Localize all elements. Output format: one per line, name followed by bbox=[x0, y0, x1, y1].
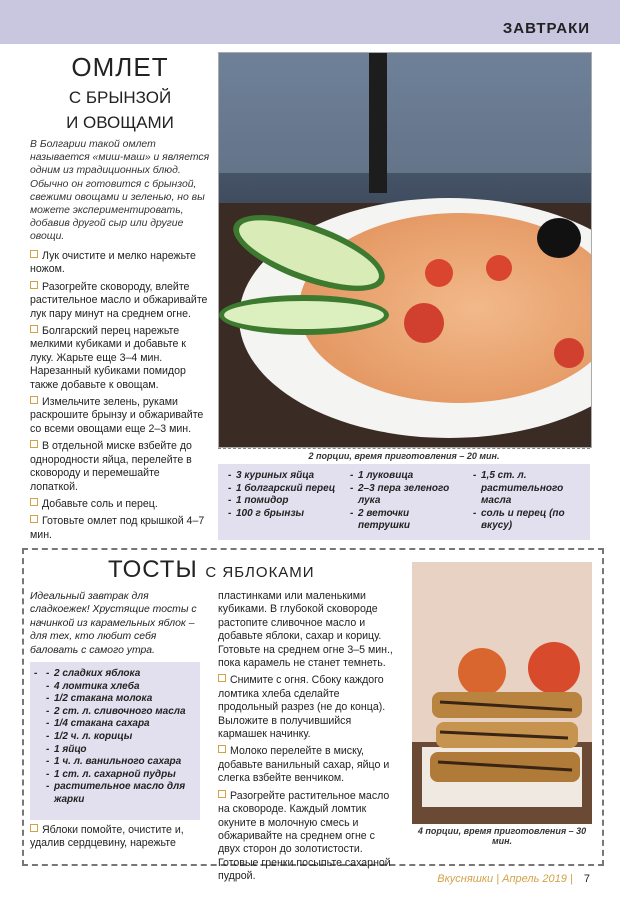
ingredient-item: - 1 ст. л. сахарной пудры bbox=[42, 769, 200, 782]
omelet-intro: В Болгарии такой омлет называется «миш-маш» и является одним из традиционных блюд. Обычно он готовится с брынзой, свежими овощами и зеленью, но вы можете экспериментировать, добавив другой сыр или другие овощи. bbox=[30, 139, 210, 243]
ingredient-item: - 4 ломтика хлеба bbox=[42, 681, 200, 694]
toast-caption: 4 порции, время приготовления – 30 мин. bbox=[417, 826, 587, 846]
step-bullet-icon bbox=[30, 281, 38, 289]
omelet-step: Готовьте омлет под крышкой 4–7 мин. bbox=[30, 515, 205, 541]
toast-step: Снимите с огня. Сбоку каждого ломтика хлеба сделайте продольный разрез (не до конца). Выложите в получившийся кармашек начинку. bbox=[218, 674, 386, 741]
toast-step-1: Яблоки помойте, очистите и, удалив сердцевину, нарежьте bbox=[30, 824, 184, 850]
toast-intro: Идеальный завтрак для сладкоежек! Хрустящие тосты с начинкой из карамельных яблок – для тех, кто любит себя баловать с самого утра. bbox=[30, 591, 197, 656]
ingredient-item: - 2–3 пера зеленого лука bbox=[350, 483, 460, 508]
step-bullet-icon bbox=[30, 325, 38, 333]
step-bullet-icon bbox=[30, 396, 38, 404]
omelet-steps bbox=[30, 250, 210, 546]
toast-photo bbox=[412, 562, 592, 824]
omelet-ingredients bbox=[218, 464, 590, 540]
ingredient-item: - 1,5 ст. л. растительного масла bbox=[473, 470, 581, 508]
step-bullet-icon bbox=[30, 250, 38, 258]
step-bullet-icon bbox=[30, 824, 38, 832]
step-bullet-icon bbox=[218, 790, 226, 798]
omelet-caption: 2 порции, время приготовления – 20 мин. bbox=[218, 448, 590, 461]
step-bullet-icon bbox=[218, 674, 226, 682]
ingredient-item: - соль и перец (по вкусу) bbox=[473, 508, 581, 533]
omelet-step: Измельчите зелень, руками раскрошите брынзу и обжаривайте со всеми овощами еще 2–3 мин. bbox=[30, 396, 204, 435]
ingredient-item: - 1 помидор bbox=[228, 495, 338, 508]
toast-photo-illustration bbox=[412, 562, 592, 824]
toast-step: Разогрейте растительное масло на сковороде. Каждый ломтик окуните в молочную смесь и обжаривайте на среднем огне с двух сторон до золотистости. Готовые гренки посыпьте сахарной пудрой. bbox=[218, 789, 391, 883]
ingredient-item: - растительное масло для жарки bbox=[42, 781, 200, 806]
section-tag: ЗАВТРАКИ bbox=[502, 20, 590, 37]
ingredient-item: - 1 болгарский перец bbox=[228, 483, 338, 496]
omelet-photo-illustration bbox=[219, 53, 591, 447]
ingredient-item: - 1 луковица bbox=[350, 470, 460, 483]
step-bullet-icon bbox=[30, 498, 38, 506]
omelet-step: Лук очистите и мелко нарежьте ножом. bbox=[30, 250, 196, 276]
toast-ingredients-list bbox=[30, 662, 200, 807]
omelet-title: ОМЛЕТ bbox=[71, 52, 169, 82]
ingredient-item: - 100 г брынзы bbox=[228, 508, 338, 521]
toast-step: Молоко перелейте в миску, добавьте ванильный сахар, яйцо и слегка взбейте венчиком. bbox=[218, 745, 390, 785]
step-bullet-icon bbox=[30, 440, 38, 448]
ingredients-col-1 bbox=[228, 470, 338, 520]
page-number: 7 bbox=[583, 873, 590, 885]
ingredient-item: - 1/2 стакана молока bbox=[42, 693, 200, 706]
step-bullet-icon bbox=[30, 515, 38, 523]
ingredients-col-3 bbox=[473, 470, 581, 533]
toast-step-continued: пластинками или маленькими кубиками. В глубокой сковороде растопите сливочное масло и добавьте яблоки, сахар и корицу. Готовьте на среднем огне 3–5 мин., пока карамель не станет темнеть. bbox=[218, 590, 393, 670]
ingredient-item: - 3 куриных яйца bbox=[228, 470, 338, 483]
ingredient-item: - 1 яйцо bbox=[42, 744, 200, 757]
ingredient-item: - 1/4 стакана сахара bbox=[42, 718, 200, 731]
ingredient-item: - - 2 сладких яблока bbox=[42, 668, 200, 681]
omelet-title-block bbox=[30, 52, 210, 133]
ingredient-item: - 1 ч. л. ванильного сахара bbox=[42, 756, 200, 769]
omelet-subtitle-2: И ОВОЩАМИ bbox=[66, 113, 174, 132]
omelet-subtitle-1: С БРЫНЗОЙ bbox=[68, 88, 172, 107]
ingredient-item: - 2 веточки петрушки bbox=[350, 508, 460, 533]
toast-title: ТОСТЫ С ЯБЛОКАМИ bbox=[108, 556, 315, 583]
toast-middle-column bbox=[218, 590, 398, 888]
omelet-step: В отдельной миске взбейте до однородности яйца, перелейте в сковороду и перемешайте лопаткой. bbox=[30, 440, 192, 493]
omelet-step: Болгарский перец нарежьте мелкими кубиками и добавьте к луку. Жарьте еще 3–4 мин. Нарезанный кубиками помидор также добавьте к овощам. bbox=[30, 325, 186, 391]
toast-ingredients bbox=[30, 662, 200, 820]
omelet-step: Добавьте соль и перец. bbox=[30, 498, 210, 511]
omelet-photo bbox=[218, 52, 592, 448]
page-footer bbox=[437, 873, 590, 885]
ingredients-col-2 bbox=[350, 470, 460, 533]
ingredient-item: - 2 ст. л. сливочного масла bbox=[42, 706, 200, 719]
omelet-step: Разогрейте сковороду, влейте растительное масло и обжаривайте лук пару минут на среднем огне. bbox=[30, 280, 208, 320]
step-bullet-icon bbox=[218, 745, 226, 753]
ingredient-item: - 1/2 ч. л. корицы bbox=[42, 731, 200, 744]
magazine-name: Вкусняшки | Апрель 2019 | bbox=[437, 873, 573, 885]
